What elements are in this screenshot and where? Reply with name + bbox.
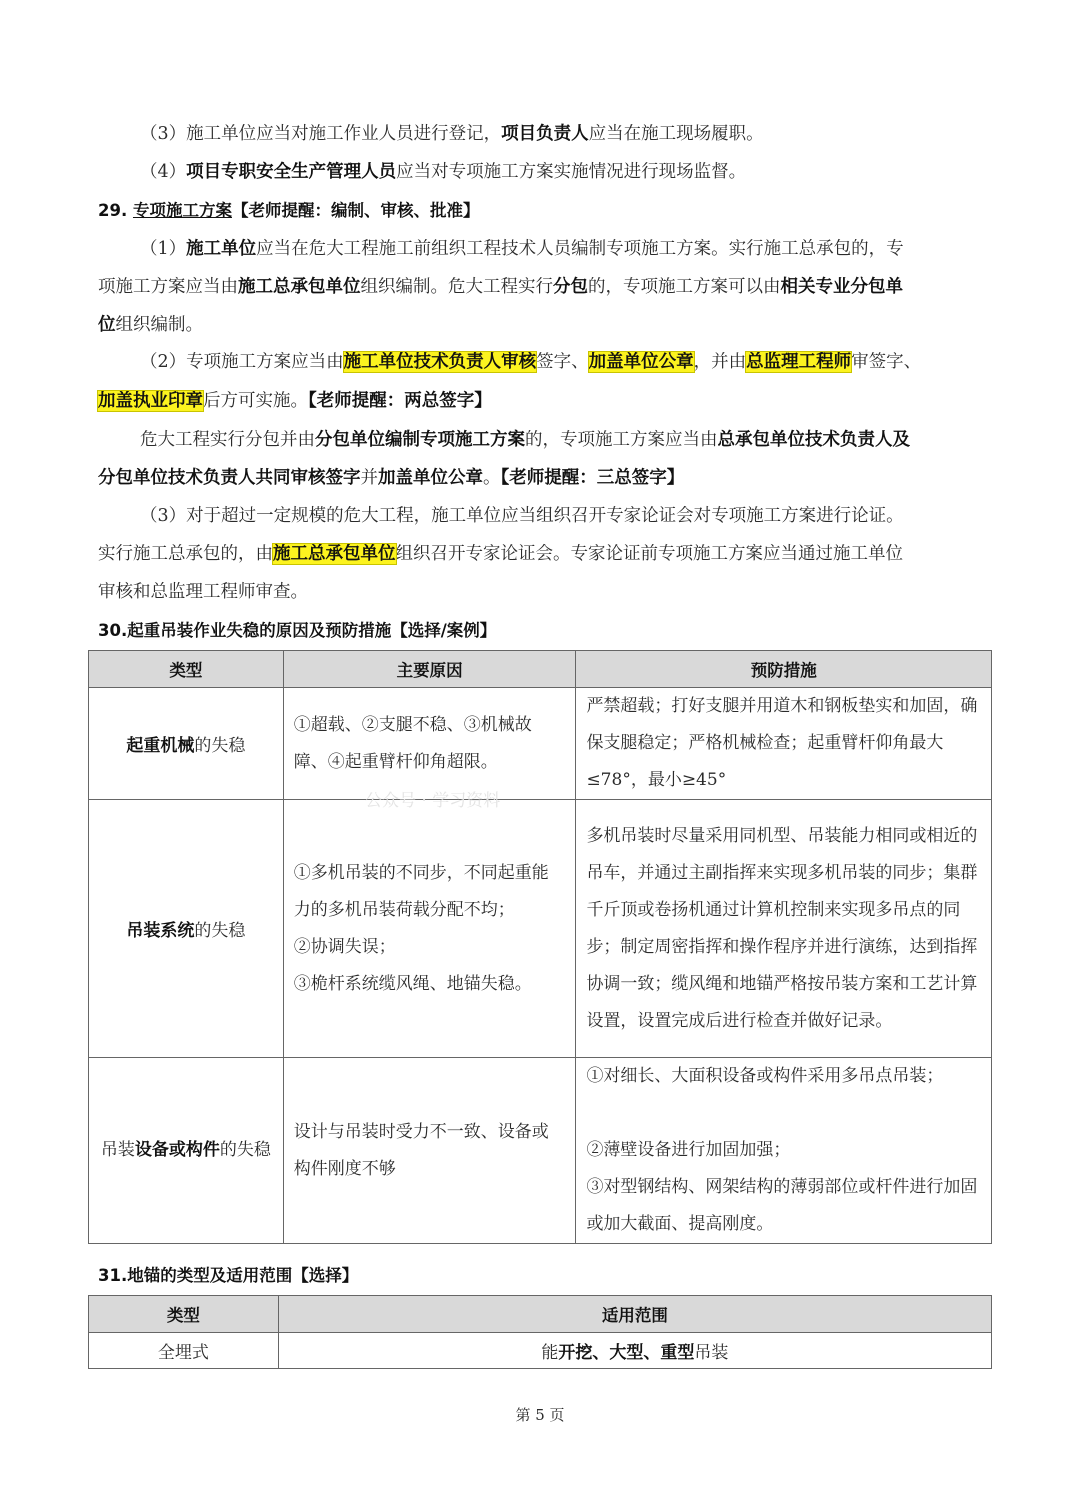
teacher-tip: 【老师提醒：两总签字】 xyxy=(308,391,492,411)
text: 签字、 xyxy=(536,352,589,372)
bold-text: 施工总承包单位 xyxy=(238,277,361,297)
bold-text: 项目负责人 xyxy=(501,124,589,144)
paragraph-29-1-line3 xyxy=(98,313,978,337)
type-cell xyxy=(89,800,284,1058)
type-cell xyxy=(89,688,284,800)
bold-text: 开挖、大型、重型 xyxy=(558,1343,695,1363)
cause-cell xyxy=(283,688,576,800)
paragraph-29-2b-line1 xyxy=(140,428,1020,452)
section-title: 专项施工方案 xyxy=(132,201,232,220)
type-text xyxy=(89,1132,283,1169)
table-crane-instability xyxy=(88,650,992,1244)
column-header: 主要原因 xyxy=(283,651,576,688)
text: 。 xyxy=(483,468,501,488)
highlighted-text: 总监理工程师 xyxy=(746,352,852,372)
paragraph-item-4 xyxy=(140,160,1020,184)
paragraph-item-3 xyxy=(140,122,1020,146)
cause-text: ①超载、②支腿不稳、③机械故障、④起重臂杆仰角超限。 xyxy=(293,714,532,772)
text: （1） xyxy=(140,239,187,259)
paragraph-29-2-line2 xyxy=(98,389,978,413)
text: 危大工程实行分包并由 xyxy=(140,430,315,450)
text: 的失稳 xyxy=(194,736,246,756)
text: 应当在施工现场履职。 xyxy=(588,124,764,144)
prevention-cell xyxy=(576,688,992,800)
text: ，并由 xyxy=(693,352,747,372)
cause-item: ①多机吊装的不同步，不同起重能力的多机吊装荷载分配不均； xyxy=(293,862,549,920)
text: 组织编制。危大工程实行 xyxy=(360,277,553,297)
paragraph-29-3-line3 xyxy=(98,580,978,604)
text: 吊装 xyxy=(694,1343,729,1363)
text: 的失稳 xyxy=(219,1140,271,1160)
cause-list xyxy=(284,855,576,1003)
highlighted-text: 施工单位技术负责人审核 xyxy=(343,352,537,372)
prevention-cell xyxy=(576,1058,992,1244)
prevention-cell xyxy=(576,800,992,1058)
bold-text: 总承包单位技术负责人及 xyxy=(717,430,910,450)
highlighted-text: 加盖执业印章 xyxy=(98,391,203,411)
cause-cell xyxy=(283,800,576,1058)
text: （4） xyxy=(140,162,187,182)
bold-text: 分包单位编制专项施工方案 xyxy=(315,430,525,450)
text: 的，专项施工方案应当由 xyxy=(525,430,718,450)
paragraph-29-1-line1 xyxy=(140,237,1020,261)
text: 组织编制。 xyxy=(115,315,203,335)
text: 应当在危大工程施工前组织工程技术人员编制专项施工方案。实行施工总承包的，专 xyxy=(256,239,904,259)
text: 吊装 xyxy=(100,1140,135,1160)
text: 能 xyxy=(541,1343,559,1363)
text: 后方可实施。 xyxy=(203,391,308,411)
type-cell xyxy=(89,1058,284,1244)
prevention-list xyxy=(576,1058,991,1243)
bold-text: 分包 xyxy=(553,277,588,297)
cause-text: 设计与吊装时受力不一致、设备或构件刚度不够 xyxy=(293,1121,549,1179)
spacer xyxy=(586,1095,981,1132)
column-header: 适用范围 xyxy=(278,1296,991,1333)
prevention-item: ②薄壁设备进行加固加强； xyxy=(586,1140,791,1160)
text: （2）专项施工方案应当由 xyxy=(140,352,344,372)
table-row xyxy=(89,1333,992,1369)
section-29-heading xyxy=(98,199,978,223)
table-row xyxy=(89,688,992,800)
section-number: 29. xyxy=(98,201,133,220)
text: 实行施工总承包的，由 xyxy=(98,544,273,564)
paragraph-29-2b-line2 xyxy=(98,466,978,490)
text: 组织召开专家论证会。专家论证前专项施工方案应当通过施工单位 xyxy=(395,544,903,564)
page-number: 第 5 页 xyxy=(515,1406,565,1424)
prevention-text: 严禁超载；打好支腿并用道木和钢板垫实和加固，确保支腿稳定；严格机械检查；起重臂杆仰角最大≤78°，最小≥45° xyxy=(586,696,978,790)
column-header: 类型 xyxy=(89,1296,279,1333)
prevention-item: ③对型钢结构、网架结构的薄弱部位或杆件进行加固或加大截面、提高刚度。 xyxy=(586,1177,978,1234)
highlighted-text: 施工总承包单位 xyxy=(273,544,396,564)
table-ground-anchor xyxy=(88,1295,992,1369)
bold-text: 相关专业分包单 xyxy=(780,277,903,297)
cause-item: ③桅杆系统缆风绳、地锚失稳。 xyxy=(293,973,532,994)
bold-text: 分包单位技术负责人共同审核签字 xyxy=(98,468,361,488)
bold-text: 加盖单位公章 xyxy=(378,468,483,488)
text: （3）对于超过一定规模的危大工程，施工单位应当组织召开专家论证会对专项施工方案进行论证。 xyxy=(140,506,904,526)
column-header: 预防措施 xyxy=(576,651,992,688)
cause-item: ②协调失误； xyxy=(293,936,396,957)
paragraph-29-2-line1 xyxy=(140,350,1020,374)
text: 项施工方案应当由 xyxy=(98,277,238,297)
table-row xyxy=(89,800,992,1058)
text: （3）施工单位应当对施工作业人员进行登记， xyxy=(140,124,502,144)
text: 审签字、 xyxy=(851,352,922,372)
text: 的，专项施工方案可以由 xyxy=(588,277,781,297)
text: 应当对专项施工方案实施情况进行现场监督。 xyxy=(396,162,747,182)
text: 的失稳 xyxy=(194,921,246,941)
paragraph-29-3-line2 xyxy=(98,542,978,566)
table-header-row xyxy=(89,651,992,688)
bold-text: 设备或构件 xyxy=(134,1140,220,1160)
highlighted-text: 加盖单位公章 xyxy=(588,352,694,372)
paragraph-29-1-line2 xyxy=(98,275,978,299)
scope-cell xyxy=(278,1333,991,1369)
teacher-tip: 【老师提醒：三总签字】 xyxy=(500,468,685,488)
bold-text: 施工单位 xyxy=(186,239,257,259)
table-row xyxy=(89,1058,992,1244)
text: 并 xyxy=(360,468,378,488)
text: 审核和总监理工程师审查。 xyxy=(98,582,308,602)
column-header: 类型 xyxy=(89,651,284,688)
bold-text: 项目专职安全生产管理人员 xyxy=(186,162,397,182)
prevention-text: 多机吊装时尽量采用同机型、吊装能力相同或相近的吊车，并通过主副指挥来实现多机吊装的同步；集群千斤顶或卷扬机通过计算机控制来实现多吊点的同步；制定周密指挥和操作程序并进行演练，达到指挥协调一致；缆风绳和地锚严格按吊装方案和工艺计算设置，设置完成后进行检查并做好记录。 xyxy=(586,825,978,1031)
section-31-heading: 31.地锚的类型及适用范围【选择】 xyxy=(98,1266,359,1285)
bold-text: 吊装系统 xyxy=(126,921,195,941)
paragraph-29-3-line1 xyxy=(140,504,1020,528)
cause-cell xyxy=(283,1058,576,1244)
table-header-row xyxy=(89,1296,992,1333)
section-30-heading: 30.起重吊装作业失稳的原因及预防措施【选择/案例】 xyxy=(98,621,497,640)
watermark: 公众号 · 学习资料 xyxy=(365,791,501,811)
bold-text: 位 xyxy=(98,315,116,335)
bold-text: 起重机械 xyxy=(126,736,195,756)
type-cell: 全埋式 xyxy=(89,1333,279,1369)
teacher-tip: 【老师提醒：编制、审核、批准】 xyxy=(231,201,480,220)
prevention-item: ①对细长、大面积设备或构件采用多吊点吊装； xyxy=(586,1066,944,1086)
